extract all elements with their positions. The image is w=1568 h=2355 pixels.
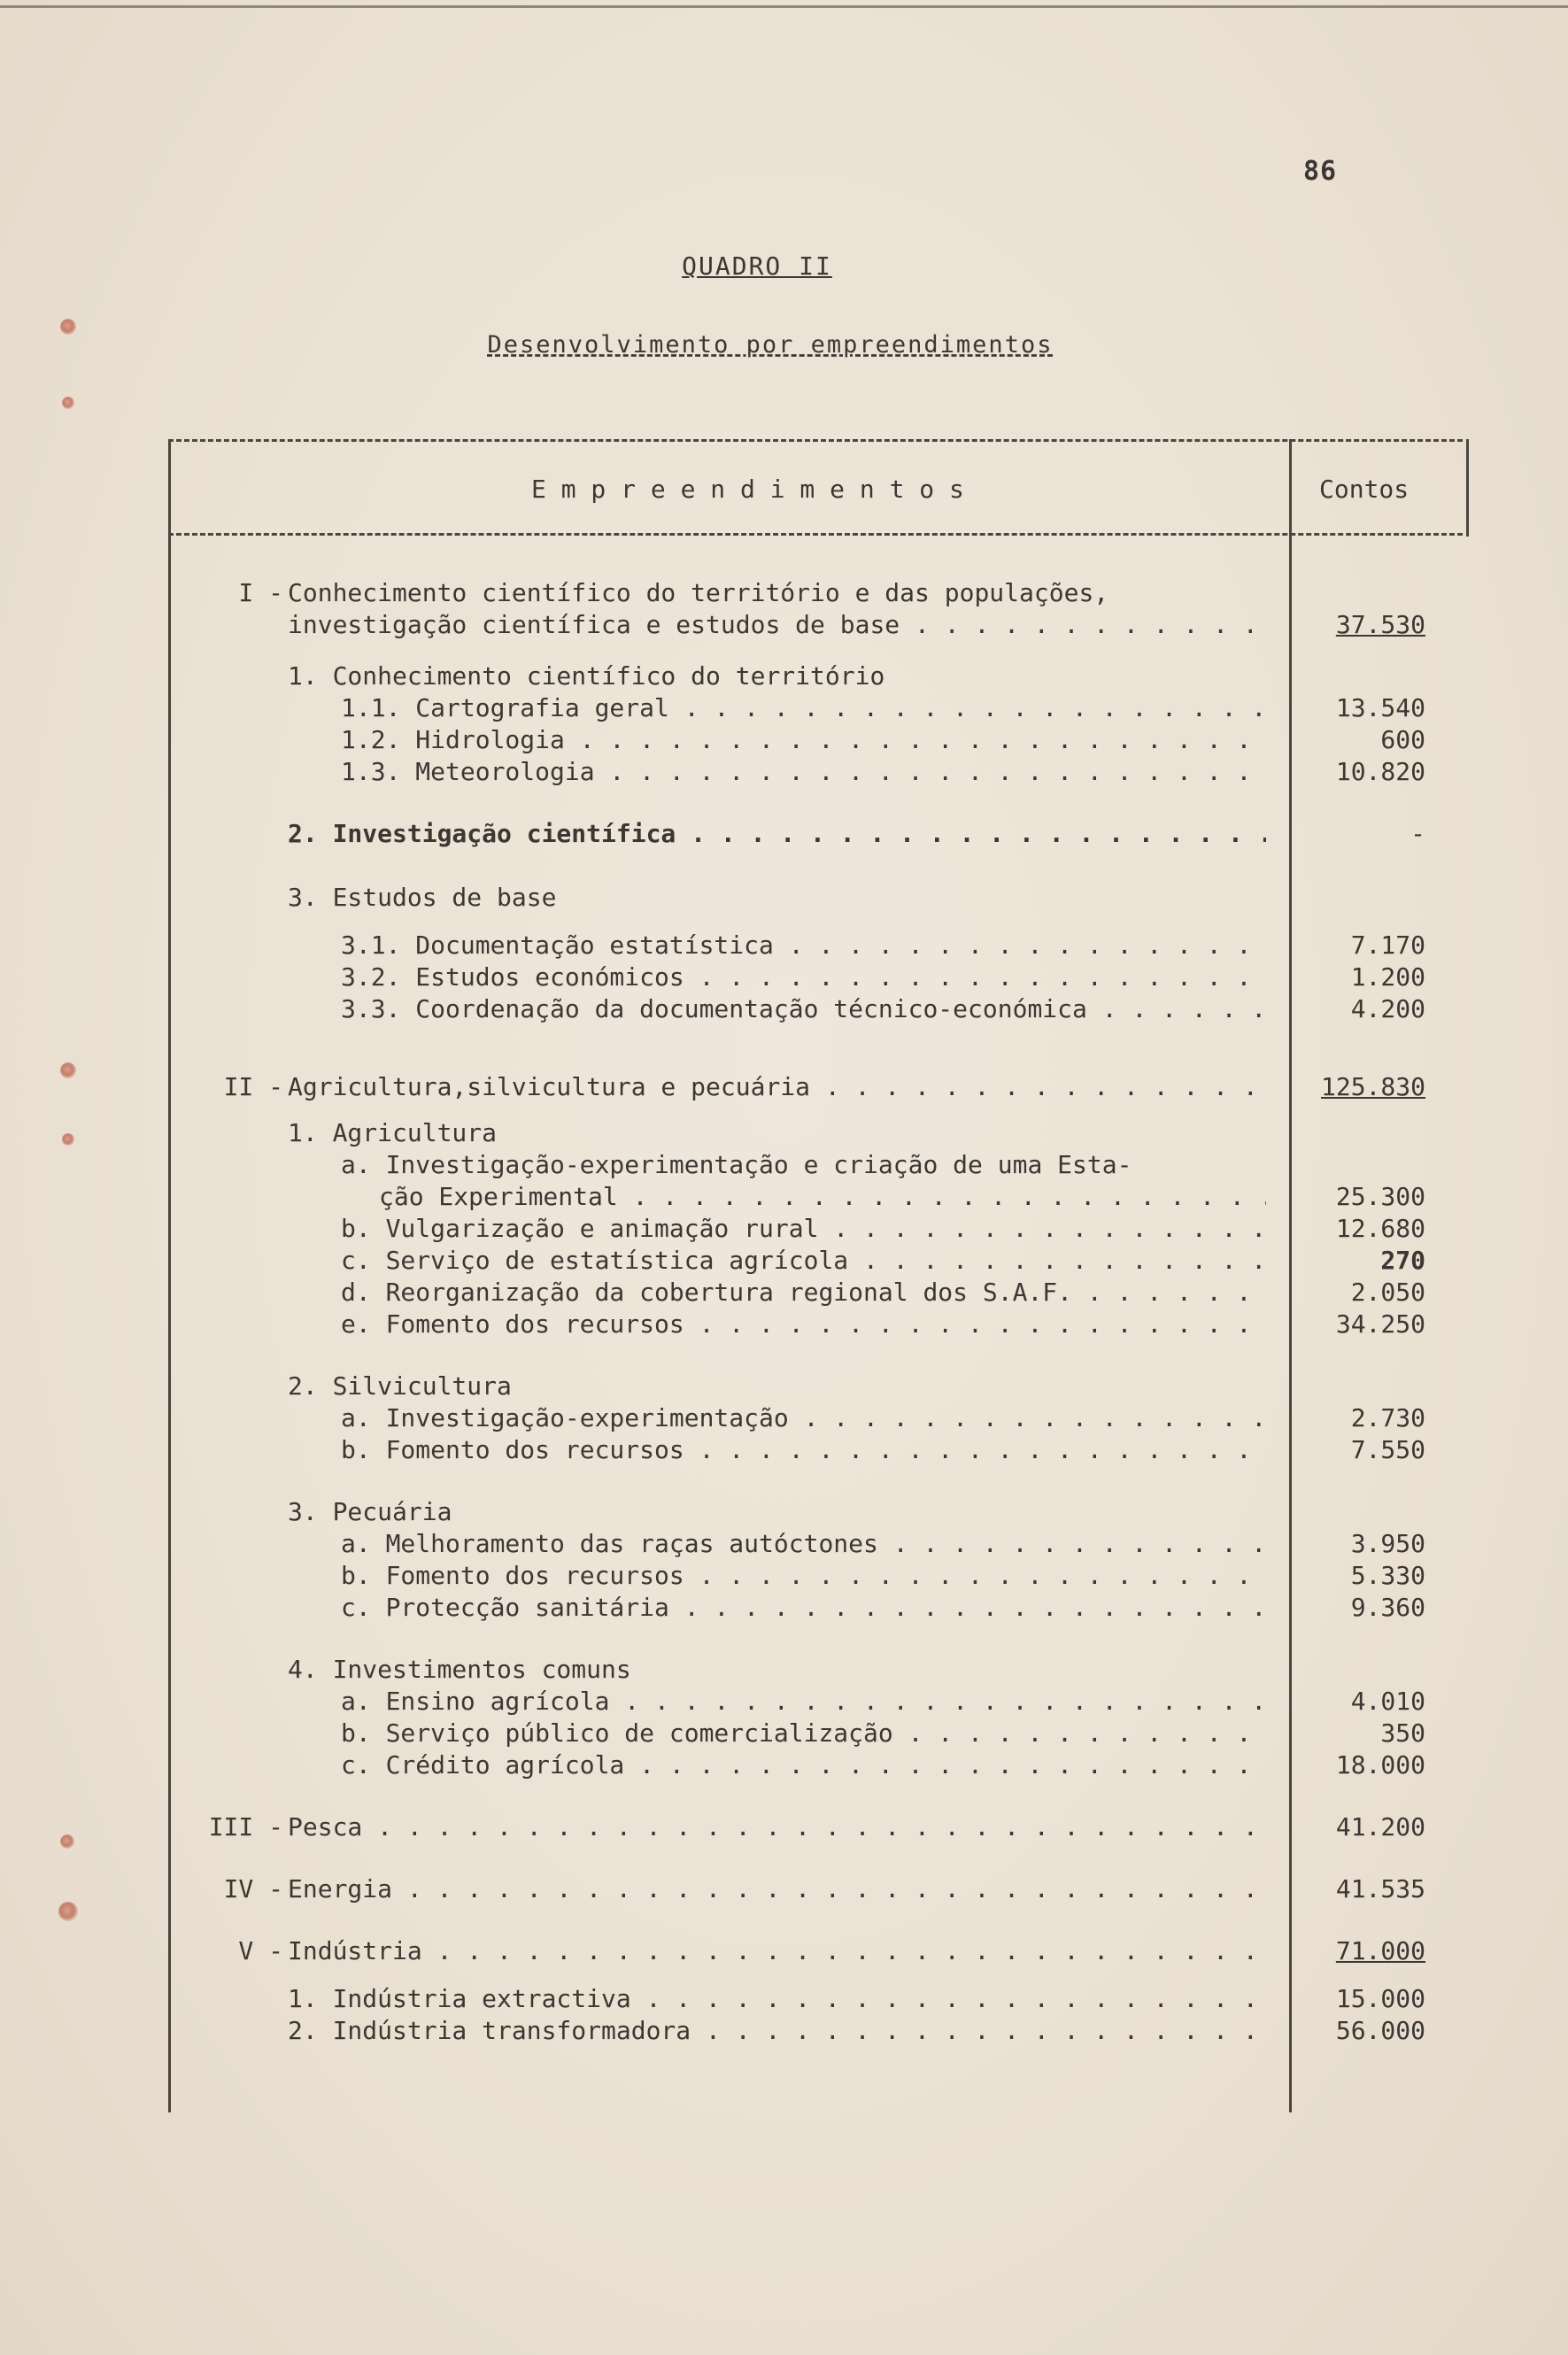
row-description: 1. Conhecimento científico do território: [288, 661, 885, 691]
row-description: d. Reorganização da cobertura regional dos S.A.F. . . .: [341, 1277, 1266, 1309]
table-row: [0, 930, 1568, 961]
row-section-number: IV -: [223, 1874, 283, 1903]
row-description: Conhecimento científico do território e das populações,: [288, 578, 1109, 607]
row-value-contos: 15.000: [1335, 1984, 1425, 2013]
row-description: 2. Silvicultura: [288, 1371, 512, 1401]
row-value-contos: 125.830: [1320, 1072, 1425, 1101]
row-description: a. Investigação-experimentação e criação de uma Esta-: [341, 1150, 1132, 1179]
row-description: 3.3. Coordenação da documentação técnico-económica . . .: [341, 993, 1266, 1025]
row-description: b. Fomento dos recursos . . .: [341, 1560, 1266, 1592]
row-description: a. Ensino agrícola . . .: [341, 1686, 1266, 1718]
row-value-contos: 270: [1380, 1246, 1425, 1275]
row-section-number: V -: [238, 1936, 283, 1965]
table-row: [0, 1811, 1568, 1843]
row-value-contos: 7.550: [1350, 1435, 1425, 1464]
row-description: 4. Investimentos comuns: [288, 1655, 631, 1684]
table-subtitle: Desenvolvimento por empreendimentos: [487, 331, 1054, 359]
row-value-contos: 13.540: [1335, 693, 1425, 722]
row-value-contos: 1.200: [1350, 962, 1425, 992]
row-value-contos: 71.000: [1335, 1936, 1425, 1965]
row-value-contos: 41.200: [1335, 1812, 1425, 1842]
table-row: [0, 609, 1568, 641]
table-row: [0, 1245, 1568, 1277]
row-description: 1.1. Cartografia geral . . .: [341, 692, 1266, 724]
table-row: [0, 882, 1568, 914]
row-description: 1.2. Hidrologia . . .: [341, 724, 1266, 756]
table-row: [0, 1496, 1568, 1528]
row-value-contos: 41.535: [1335, 1874, 1425, 1903]
header-empreendimentos: E m p r e e n d i m e n t o s: [531, 475, 964, 504]
row-value-contos: 37.530: [1335, 610, 1425, 639]
table-right-border: [1466, 439, 1469, 537]
table-row: [0, 660, 1568, 692]
table-row: [0, 724, 1568, 756]
row-value-contos: 10.820: [1335, 757, 1425, 786]
table-row: [0, 1528, 1568, 1560]
table-row: [0, 1749, 1568, 1781]
row-description: ção Experimental . . .: [379, 1181, 1266, 1213]
row-description: Agricultura,silvicultura e pecuária . . .: [288, 1071, 1266, 1103]
row-description: investigação científica e estudos de base . . .: [288, 609, 1266, 641]
row-description: 3. Pecuária: [288, 1497, 452, 1526]
row-description: 1. Indústria extractiva . . .: [288, 1983, 1266, 2015]
row-value-contos: -: [1410, 819, 1425, 848]
row-description: e. Fomento dos recursos . . .: [341, 1309, 1266, 1340]
top-edge-line: [0, 5, 1568, 8]
table-row: [0, 1935, 1568, 1967]
row-section-number: III -: [208, 1812, 283, 1842]
row-value-contos: 34.250: [1335, 1309, 1425, 1339]
table-row: [0, 1983, 1568, 2015]
row-value-contos: 4.200: [1350, 994, 1425, 1023]
row-description: c. Serviço de estatística agrícola . . .: [341, 1245, 1266, 1277]
row-value-contos: 9.360: [1350, 1593, 1425, 1622]
table-row: [0, 756, 1568, 788]
row-value-contos: 4.010: [1350, 1687, 1425, 1716]
table-row: [0, 1560, 1568, 1592]
table-row: [0, 1149, 1568, 1181]
table-row: [0, 818, 1568, 850]
header-contos: Contos: [1319, 475, 1410, 504]
row-value-contos: 2.730: [1350, 1403, 1425, 1432]
row-description: 2. Investigação científica . . .: [288, 818, 1266, 850]
row-value-contos: 2.050: [1350, 1278, 1425, 1307]
row-value-contos: 600: [1380, 725, 1425, 754]
table-row: [0, 1718, 1568, 1749]
row-value-contos: 56.000: [1335, 2016, 1425, 2045]
table-row: [0, 993, 1568, 1025]
row-value-contos: 3.950: [1350, 1529, 1425, 1558]
table-row: [0, 1434, 1568, 1466]
table-row: [0, 577, 1568, 609]
table-row: [0, 1117, 1568, 1149]
row-section-number: II -: [223, 1072, 283, 1101]
table-row: [0, 1309, 1568, 1340]
binder-hole: [62, 397, 74, 409]
row-description: b. Fomento dos recursos . . .: [341, 1434, 1266, 1466]
row-description: 1.3. Meteorologia . . .: [341, 756, 1266, 788]
table-row: [0, 1371, 1568, 1402]
row-description: c. Protecção sanitária . . .: [341, 1592, 1266, 1624]
table-row: [0, 1181, 1568, 1213]
table-row: [0, 1213, 1568, 1245]
row-description: 3. Estudos de base: [288, 883, 557, 912]
row-value-contos: 12.680: [1335, 1214, 1425, 1243]
row-description: 3.2. Estudos económicos . . .: [341, 961, 1266, 993]
row-value-contos: 18.000: [1335, 1750, 1425, 1780]
row-value-contos: 25.300: [1335, 1182, 1425, 1211]
row-value-contos: 5.330: [1350, 1561, 1425, 1590]
page-number: 86: [1303, 156, 1338, 187]
table-header-divider: [168, 533, 1463, 536]
table-row: [0, 1654, 1568, 1686]
table-row: [0, 1873, 1568, 1905]
row-value-contos: 350: [1380, 1718, 1425, 1748]
table-row: [0, 1277, 1568, 1309]
row-description: a. Melhoramento das raças autóctones . . .: [341, 1528, 1266, 1560]
row-description: a. Investigação-experimentação . . .: [341, 1402, 1266, 1434]
row-description: 3.1. Documentação estatística . . .: [341, 930, 1266, 961]
row-value-contos: 7.170: [1350, 930, 1425, 960]
table-row: [0, 961, 1568, 993]
row-section-number: I -: [238, 578, 283, 607]
table-row: [0, 1402, 1568, 1434]
table-row: [0, 1071, 1568, 1103]
row-description: 2. Indústria transformadora . . .: [288, 2015, 1266, 2047]
table-row: [0, 692, 1568, 724]
table-top-border: [168, 439, 1463, 442]
row-description: Indústria . . .: [288, 1935, 1266, 1967]
row-description: b. Serviço público de comercialização . . .: [341, 1718, 1266, 1749]
row-description: c. Crédito agrícola . . .: [341, 1749, 1266, 1781]
table-row: [0, 2015, 1568, 2047]
table-title: QUADRO II: [682, 251, 832, 281]
row-description: b. Vulgarização e animação rural . . .: [341, 1213, 1266, 1245]
row-description: Pesca . . .: [288, 1811, 1266, 1843]
table-row: [0, 1592, 1568, 1624]
row-description: 1. Agricultura: [288, 1118, 498, 1147]
row-description: Energia . . .: [288, 1873, 1266, 1905]
table-row: [0, 1686, 1568, 1718]
